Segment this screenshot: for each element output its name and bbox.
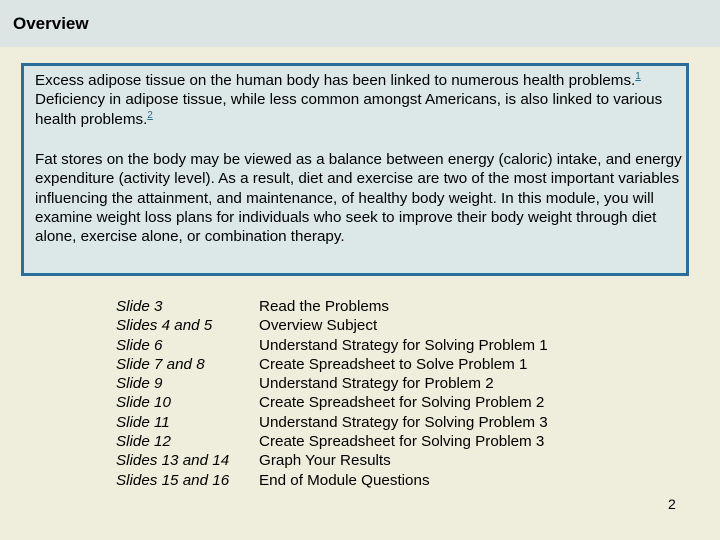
agenda-topics-column xyxy=(259,297,548,490)
header-bar xyxy=(0,0,720,47)
agenda-slide-label: Slide 7 and 8 xyxy=(116,355,205,373)
intro-paragraph-1-text-b: Deficiency in adipose tissue, while less common amongst Americans, is also linked to various health problems. xyxy=(35,91,663,128)
agenda-slide-label: Slide 10 xyxy=(116,394,171,412)
agenda-slide-label: Slide 9 xyxy=(116,375,163,393)
page-number: 2 xyxy=(668,496,676,512)
intro-paragraph-1-text-a: Excess adipose tissue on the human body has been linked to numerous health problems. xyxy=(35,72,636,89)
agenda-topic-label: Understand Strategy for Solving Problem 1 xyxy=(259,336,548,354)
footnote-ref-2-link[interactable]: 2 xyxy=(147,109,153,121)
agenda-slide-label: Slide 3 xyxy=(116,298,163,315)
intro-text-box xyxy=(21,63,689,276)
agenda-slides-column xyxy=(116,297,229,490)
agenda-topic-label: End of Module Questions xyxy=(259,471,430,489)
agenda-slide-label: Slide 6 xyxy=(116,336,163,354)
agenda-topic-label: Understand Strategy for Solving Problem 3 xyxy=(259,413,548,431)
agenda-topic-label: Understand Strategy for Problem 2 xyxy=(259,375,494,393)
agenda-slide-label: Slides 13 and 14 xyxy=(116,452,230,470)
agenda-topic-label: Graph Your Results xyxy=(259,452,391,470)
agenda-slide-label: Slides 4 and 5 xyxy=(116,317,213,335)
agenda-topic-label: Overview Subject xyxy=(259,317,378,335)
agenda-slide-label: Slides 15 and 16 xyxy=(116,471,230,489)
agenda-topic-label: Create Spreadsheet for Solving Problem 3 xyxy=(259,433,545,451)
agenda-topic-label: Create Spreadsheet for Solving Problem 2 xyxy=(259,394,545,412)
page-title: Overview xyxy=(13,14,89,33)
agenda-slide-label: Slide 11 xyxy=(116,413,170,431)
agenda-topic-label: Create Spreadsheet to Solve Problem 1 xyxy=(259,355,528,373)
intro-paragraph-2: Fat stores on the body may be viewed as a balance between energy (caloric) intake, and energy expenditure (activity level). As a result, diet and exercise are two of the most important variables influencing the attainment, and maintenance, of healthy body weight. In this module, you will examine weight loss plans for individuals who seek to improve their body weight through diet alone, exercise alone, or combination therapy. xyxy=(35,151,682,246)
intro-paragraph-1 xyxy=(35,71,685,129)
agenda-topic-label: Read the Problems xyxy=(259,298,390,315)
footnote-ref-1-link[interactable]: 1 xyxy=(635,70,641,82)
agenda-slide-label: Slide 12 xyxy=(116,433,171,451)
